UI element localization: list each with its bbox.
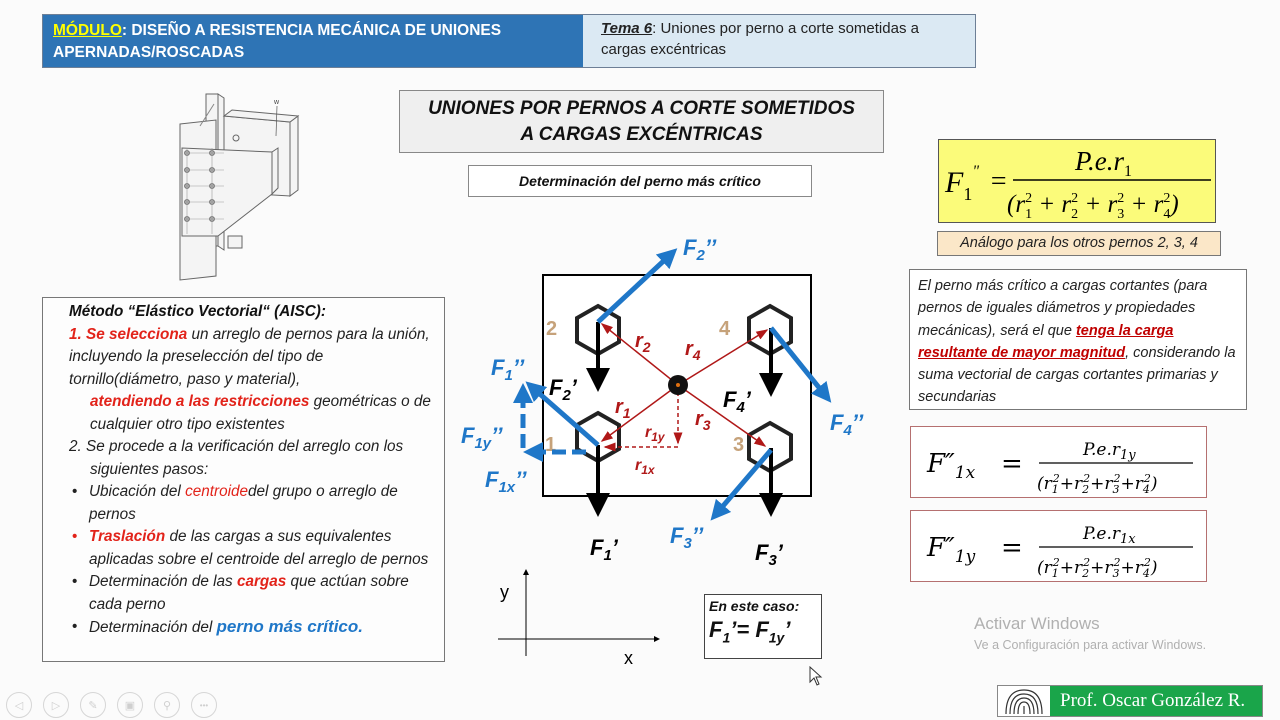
formula-f1-secondary	[938, 139, 1216, 223]
axis-y-label: y	[500, 582, 509, 602]
watermark-text: Ve a Configuración para activar Windows.	[974, 638, 1207, 652]
case-equation	[709, 617, 817, 645]
critical-emphasis: tenga la carga resultante de mayor magnitud	[918, 322, 1174, 361]
svg-text:F″1y: $F''_{1y}$	[927, 533, 976, 567]
bracket-connection-figure	[172, 86, 307, 286]
f1x-double-prime-label: $F_{1x}$’’	[485, 467, 527, 496]
slide-subtitle: Determinación del perno más crítico	[468, 165, 812, 197]
svg-text:=: =	[1001, 533, 1023, 563]
tema-block	[583, 15, 975, 67]
more-icon: •••	[199, 700, 209, 710]
method-box	[42, 297, 445, 662]
previous-icon: ◁	[14, 699, 24, 712]
previous-slide-button[interactable]	[6, 692, 32, 718]
r1y-label: $r_{1y}$	[645, 424, 665, 444]
magnifier-icon: ⚲	[162, 699, 172, 712]
method-step-1	[69, 324, 436, 437]
step1-emphasis-2: atendiendo a las restricciones	[90, 393, 310, 410]
formula-denominator: $(r_12 + r_22 + r_32 + r_42)$	[1007, 191, 1179, 222]
bullet3-text-a: Determinación de las	[89, 573, 237, 590]
bullet1-text-a: Ubicación del	[89, 483, 186, 500]
module-label: MÓDULO	[53, 22, 122, 39]
see-all-slides-button[interactable]	[117, 692, 143, 718]
step1-emphasis: Se selecciona	[86, 325, 188, 343]
critical-text-a: El perno más crítico a cargas cortantes (para pernos de iguales diámetros y propiedades mecánicas), será el que	[918, 278, 1208, 339]
f1-double-prime-label: $F_1$’’	[491, 355, 525, 384]
step1-number: 1.	[69, 325, 82, 343]
f4-prime-label: $F_4$’	[723, 387, 751, 416]
label-w: w	[274, 99, 280, 106]
f1-prime-label: $F_1$’	[590, 535, 618, 564]
tema-label: Tema 6	[601, 20, 653, 37]
author-name: Prof. Oscar González R.	[1050, 686, 1262, 716]
bullet1-emphasis: centroide	[185, 483, 249, 500]
tema-title: : Uniones por perno a corte sometidas a cargas excéntricas	[601, 20, 919, 58]
module-title-block	[43, 15, 583, 67]
slide-title	[399, 90, 884, 153]
formula-numerator: $P.e.r_1$	[1075, 146, 1133, 180]
pen-tool-button[interactable]	[80, 692, 106, 718]
mouse-cursor-icon	[809, 666, 823, 686]
r1-label: $r_1$	[615, 396, 631, 421]
f2-prime-label: $F_2$’	[549, 375, 577, 404]
f1y-numerator: $P.e.r_{1x}$	[1083, 524, 1136, 547]
critical-bolt-explanation	[909, 269, 1247, 410]
bolt-group-diagram	[455, 225, 885, 585]
r1x-label: $r_{1x}$	[635, 457, 655, 477]
bullet-critical-bolt	[69, 616, 436, 640]
method-step-2: 2. Se procede a la verificación del arreglo con los siguientes pasos:	[69, 438, 404, 478]
r3-label: $r_3$	[695, 408, 711, 433]
formula-f1y	[910, 510, 1207, 582]
formula-f1x	[910, 426, 1207, 498]
more-options-button[interactable]	[191, 692, 217, 718]
case-eq-mid: ’= F	[730, 617, 769, 642]
bullet-translation	[69, 526, 436, 571]
case-eq-sub1: 1	[722, 629, 731, 646]
r2-label: $r_2$	[635, 330, 651, 355]
method-heading: Método “Elástico Vectorial“ (AISC):	[69, 303, 326, 320]
f1y-double-prime-label: $F_{1y}$’’	[461, 423, 503, 452]
bullet-centroid	[69, 481, 436, 526]
author-badge	[997, 685, 1263, 717]
slideshow-toolbar	[6, 692, 217, 718]
svg-text:F″1x: $F''_{1x}$	[927, 449, 976, 483]
bullet3-emphasis: cargas	[236, 573, 287, 590]
r4-label: $r_4$	[685, 338, 701, 363]
bullet1-text-b: del grupo o arreglo de pernos	[89, 483, 398, 523]
critical-text-b: , considerando la suma vectorial de cargas cortantes primarias y secundarias	[918, 344, 1236, 406]
f2-double-prime-label: $F_2$’’	[683, 235, 717, 264]
bolt-4-label: 4	[719, 318, 731, 340]
case-note	[704, 594, 822, 659]
xy-axes	[494, 566, 664, 666]
formula-lhs: $F_1^"$	[945, 163, 980, 204]
step1-text: un arreglo de pernos para la unión, incluyendo la preselección del tipo de tornillo(diámetro, paso y material),	[69, 325, 430, 388]
module-title: : DISEÑO A RESISTENCIA MECÁNICA DE UNIONES APERNADAS/ROSCADAS	[53, 22, 502, 61]
analog-note: Análogo para los otros pernos 2, 3, 4	[937, 231, 1221, 256]
watermark-title: Activar Windows	[974, 614, 1100, 633]
f1y-denominator: $(r_12+r_22+r_32+r_42)$	[1037, 556, 1158, 580]
bullet2-text: de las cargas a sus equivalentes aplicadas sobre el centroide del arreglo de pernos	[89, 528, 429, 568]
module-header	[42, 14, 976, 68]
slide-title-line2: A CARGAS EXCÉNTRICAS	[520, 124, 763, 145]
f1x-numerator: $P.e.r_{1y}$	[1083, 440, 1136, 463]
f3-double-prime-label: $F_3$’’	[670, 523, 704, 552]
svg-text:=: =	[1001, 449, 1023, 479]
bullet4-emphasis: perno más crítico.	[216, 617, 363, 636]
bullet2-emphasis: Traslación	[89, 528, 166, 545]
svg-text:=: =	[989, 166, 1008, 197]
bullet4-text-a: Determinación del	[89, 619, 217, 636]
bullet3-text-b: que actúan sobre cada perno	[89, 573, 409, 613]
bolt-2-label: 2	[546, 318, 558, 340]
bolt-3-label: 3	[733, 434, 745, 456]
case-label: En este caso:	[709, 598, 800, 614]
bullet-loads	[69, 571, 436, 616]
case-eq-end: ’	[784, 617, 791, 642]
next-icon: ▷	[51, 699, 61, 712]
next-slide-button[interactable]	[43, 692, 69, 718]
f4-double-prime-label: $F_4$’’	[830, 410, 864, 439]
f3-prime-label: $F_3$’	[755, 540, 783, 569]
bolt-1-label: 1	[545, 434, 557, 456]
university-logo-icon	[998, 686, 1050, 716]
pen-icon: ✎	[88, 699, 98, 712]
slide-title-line1: UNIONES POR PERNOS A CORTE SOMETIDOS	[428, 98, 855, 119]
case-eq-f: F	[709, 617, 723, 642]
f1x-denominator: $(r_12+r_22+r_32+r_42)$	[1037, 472, 1158, 496]
axis-x-label: x	[624, 648, 633, 666]
zoom-button[interactable]	[154, 692, 180, 718]
case-eq-sub2: 1y	[768, 629, 785, 646]
slides-icon: ▣	[124, 699, 136, 712]
windows-activation-watermark	[974, 614, 1206, 652]
step1-text-2: geométricas o de cualquier otro tipo existentes	[90, 393, 431, 433]
